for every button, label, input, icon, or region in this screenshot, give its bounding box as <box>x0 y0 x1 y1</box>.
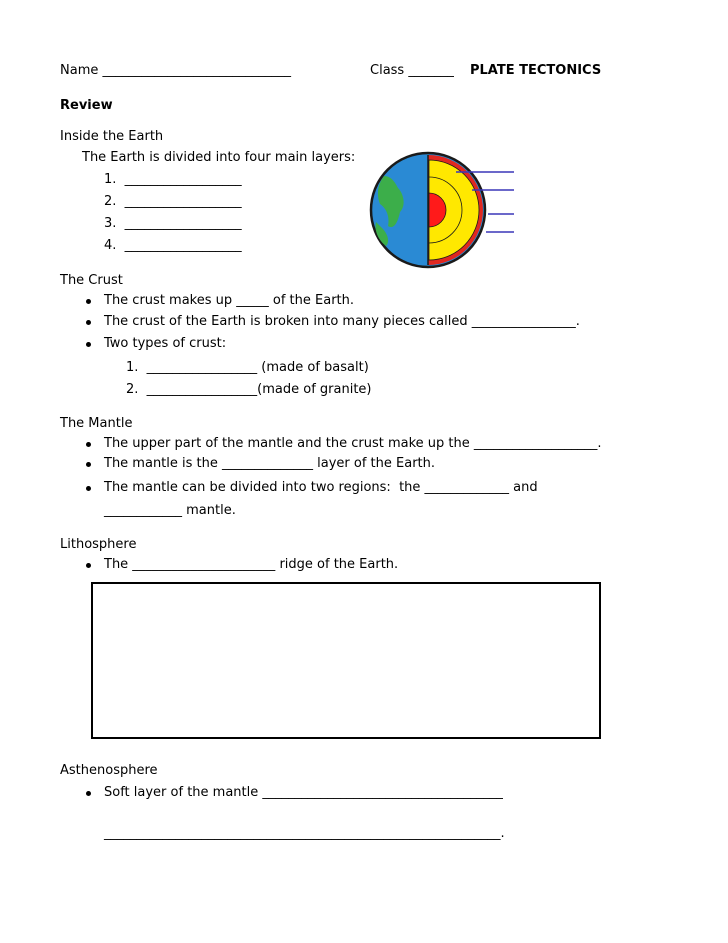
asthenosphere-continuation: _____________________________________________________________. <box>104 826 505 841</box>
bullet-icon <box>86 299 91 304</box>
earth-layers-icon <box>360 150 520 270</box>
lithosphere-bullet: The ______________________ ridge of the Earth. <box>104 557 399 572</box>
inside-earth-intro: The Earth is divided into four main layers: <box>82 150 356 165</box>
mantle-bullet-1: The upper part of the mantle and the crust make up the ___________________. <box>104 436 602 451</box>
crust-bullet-1: The crust makes up _____ of the Earth. <box>104 293 355 308</box>
mantle-bullet-3: The mantle can be divided into two regions: the _____________ and <box>104 480 538 495</box>
worksheet-title: PLATE TECTONICS <box>470 63 602 78</box>
inside-earth-heading: Inside the Earth <box>60 129 164 144</box>
asthenosphere-bullet: Soft layer of the mantle _____________________________________ <box>104 785 503 800</box>
mantle-bullet-2: The mantle is the ______________ layer of the Earth. <box>104 456 436 471</box>
name-field-line: Name _____________________________ <box>60 63 291 78</box>
mantle-heading: The Mantle <box>60 416 133 431</box>
bullet-icon <box>86 342 91 347</box>
bullet-icon <box>86 442 91 447</box>
review-heading: Review <box>60 98 113 113</box>
layer-blank-1: 1. __________________ <box>104 172 242 187</box>
layer-blank-2: 2. __________________ <box>104 194 242 209</box>
bullet-icon <box>86 486 91 491</box>
crust-bullet-3: Two types of crust: <box>104 336 227 351</box>
bullet-icon <box>86 320 91 325</box>
mantle-continuation: ____________ mantle. <box>104 503 236 518</box>
crust-type-2: 2. _________________(made of granite) <box>126 382 372 397</box>
crust-type-1: 1. _________________ (made of basalt) <box>126 360 369 375</box>
asthenosphere-heading: Asthenosphere <box>60 763 158 778</box>
layer-blank-4: 4. __________________ <box>104 238 242 253</box>
crust-bullet-2: The crust of the Earth is broken into many pieces called ________________. <box>104 314 580 329</box>
drawing-box <box>91 582 601 739</box>
bullet-icon <box>86 791 91 796</box>
bullet-icon <box>86 563 91 568</box>
lithosphere-heading: Lithosphere <box>60 537 137 552</box>
class-field-line: Class _______ <box>370 63 454 78</box>
bullet-icon <box>86 462 91 467</box>
crust-heading: The Crust <box>60 273 123 288</box>
layer-blank-3: 3. __________________ <box>104 216 242 231</box>
